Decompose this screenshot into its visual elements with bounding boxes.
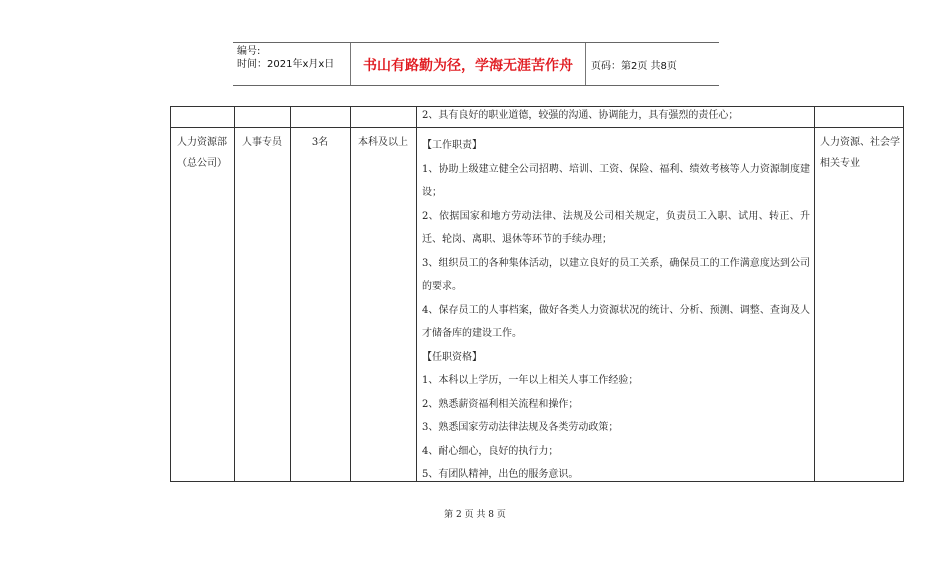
duty-line: 1、本科以上学历，一年以上相关人事工作经验； — [422, 375, 639, 386]
table-column-line — [350, 106, 351, 482]
department-cell: 人力资源部（总公司） — [177, 137, 227, 169]
header-meta — [237, 45, 334, 71]
document-number-label: 编号: — [237, 46, 261, 57]
table-column-line — [814, 106, 815, 482]
requirement-continuation: 2、具有良好的职业道德，较强的沟通、协调能力，具有强烈的责任心； — [422, 110, 739, 121]
headcount-cell: 3名 — [311, 137, 329, 148]
duty-line: 【任职资格】 — [422, 351, 482, 363]
duty-line: 1、协助上级建立健全公司招聘、培训、工资、保险、福利、绩效考核等人力资源制度建设； — [422, 163, 810, 198]
document-time-label: 时间：2021年x月x日 — [237, 59, 335, 70]
duty-line: 2、依据国家和地方劳动法律、法规及公司相关规定，负责员工入职、试用、转正、升迁、轮岗、离职、退休等环节的手续办理； — [422, 210, 810, 245]
duty-line: 3、熟悉国家劳动法律法规及各类劳动政策； — [422, 422, 619, 433]
duties-cell — [422, 134, 810, 487]
education-cell: 本科及以上 — [358, 137, 408, 148]
major-cell: 人力资源、社会学相关专业 — [820, 137, 900, 169]
page-header — [233, 42, 719, 86]
header-divider — [585, 43, 586, 85]
page-footer: 第 2 页 共 8 页 — [444, 510, 506, 520]
duty-line: 2、熟悉薪资福利相关流程和操作； — [422, 398, 579, 410]
duty-line: 【工作职责】 — [422, 140, 482, 151]
header-motto: 书山有路勤为径，学海无涯苦作舟 — [363, 58, 573, 74]
table-rule — [170, 106, 904, 107]
duty-line: 4、保存员工的人事档案，做好各类人力资源状况的统计、分析、预测、调整、查询及人才储备库的建设工作。 — [422, 304, 810, 339]
table-column-line — [416, 106, 417, 482]
position-cell: 人事专员 — [242, 137, 282, 148]
table-column-line — [234, 106, 235, 482]
header-page-info: 页码：第2页 共8页 — [591, 61, 677, 72]
table-column-line — [290, 106, 291, 482]
duty-line: 3、组织员工的各种集体活动，以建立良好的员工关系，确保员工的工作满意度达到公司的要求。 — [422, 257, 810, 292]
duty-line: 5、有团队精神，出色的服务意识。 — [422, 469, 579, 480]
duty-line: 4、耐心细心，良好的执行力； — [422, 445, 559, 457]
table-rule — [170, 127, 904, 128]
job-table — [170, 106, 904, 482]
